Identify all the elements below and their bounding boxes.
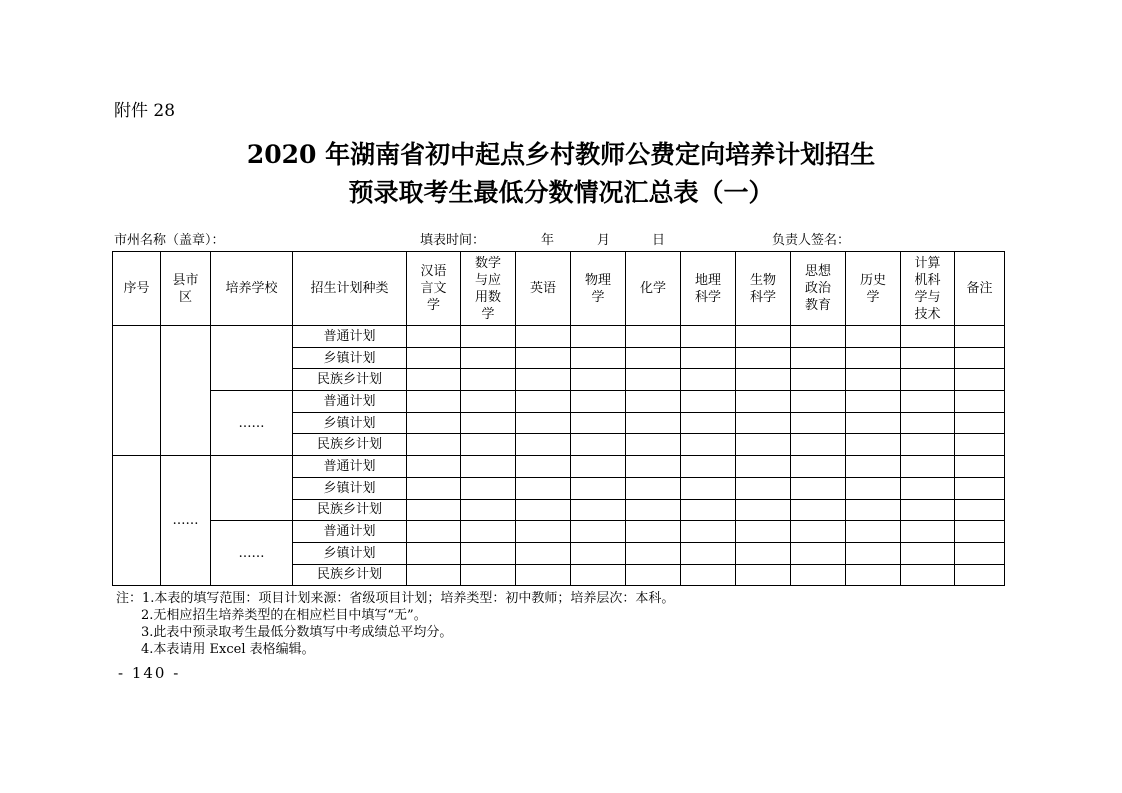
header-plan-type: 招生计划种类 [293, 252, 407, 326]
header-politics: 思想 政治 教育 [791, 252, 846, 326]
page-number: - 140 - [118, 664, 181, 682]
header-computer: 计算 机科 学与 技术 [901, 252, 955, 326]
plan-type-cell: 普通计划 [293, 391, 407, 413]
plan-type-cell: 民族乡计划 [293, 434, 407, 456]
school-cell [211, 456, 293, 521]
score-summary-table [112, 251, 1005, 586]
header-county: 县市 区 [161, 252, 211, 326]
plan-type-cell: 民族乡计划 [293, 564, 407, 586]
day-label: 日 [652, 233, 666, 248]
plan-type-cell: 普通计划 [293, 456, 407, 478]
seq-cell [113, 326, 161, 456]
header-seq: 序号 [113, 252, 161, 326]
plan-type-cell: 民族乡计划 [293, 499, 407, 521]
header-school: 培养学校 [211, 252, 293, 326]
note-3: 3.此表中预录取考生最低分数填写中考成绩总平均分。 [141, 625, 453, 640]
plan-type-cell: 乡镇计划 [293, 412, 407, 434]
signer-label: 负责人签名： [772, 233, 851, 248]
plan-type-cell: 乡镇计划 [293, 347, 407, 369]
header-math: 数学 与应 用数 学 [461, 252, 516, 326]
header-geography: 地理 科学 [681, 252, 736, 326]
plan-type-cell: 普通计划 [293, 521, 407, 543]
county-cell [161, 326, 211, 456]
header-physics: 物理 学 [571, 252, 626, 326]
table-row [113, 326, 1005, 348]
seq-cell [113, 456, 161, 586]
table-row [113, 521, 1005, 543]
month-label: 月 [597, 233, 611, 248]
city-name-label: 市州名称（盖章）： [114, 233, 225, 248]
table-row [113, 391, 1005, 413]
year-label: 年 [541, 233, 555, 248]
header-english: 英语 [516, 252, 571, 326]
school-cell [211, 326, 293, 391]
table-row [113, 456, 1005, 478]
header-remarks: 备注 [955, 252, 1005, 326]
plan-type-cell: 乡镇计划 [293, 542, 407, 564]
document-title-line-1: 2020 年湖南省初中起点乡村教师公费定向培养计划招生 [246, 140, 876, 169]
document-title-line-2: 预录取考生最低分数情况汇总表（一） [348, 178, 774, 207]
note-2: 2.无相应招生培养类型的在相应栏目中填写“无”。 [141, 608, 427, 623]
header-history: 历史 学 [846, 252, 901, 326]
table-header-row [113, 252, 1005, 326]
header-biology: 生物 科学 [736, 252, 791, 326]
plan-type-cell: 普通计划 [293, 326, 407, 348]
plan-type-cell: 乡镇计划 [293, 477, 407, 499]
notes-section [116, 590, 674, 658]
attachment-label: 附件 28 [114, 101, 176, 121]
note-4: 4.本表请用 Excel 表格编辑。 [141, 642, 315, 657]
plan-type-cell: 民族乡计划 [293, 369, 407, 391]
header-chemistry: 化学 [626, 252, 681, 326]
county-cell-ellipsis: …… [161, 456, 211, 586]
header-chinese: 汉语 言文 学 [407, 252, 461, 326]
note-1: 注：1.本表的填写范围：项目计划来源：省级项目计划；培养类型：初中教师；培养层次：本科。 [116, 591, 675, 606]
fill-time-label: 填表时间： [420, 233, 486, 248]
school-cell-ellipsis: …… [211, 521, 293, 586]
school-cell-ellipsis: …… [211, 391, 293, 456]
